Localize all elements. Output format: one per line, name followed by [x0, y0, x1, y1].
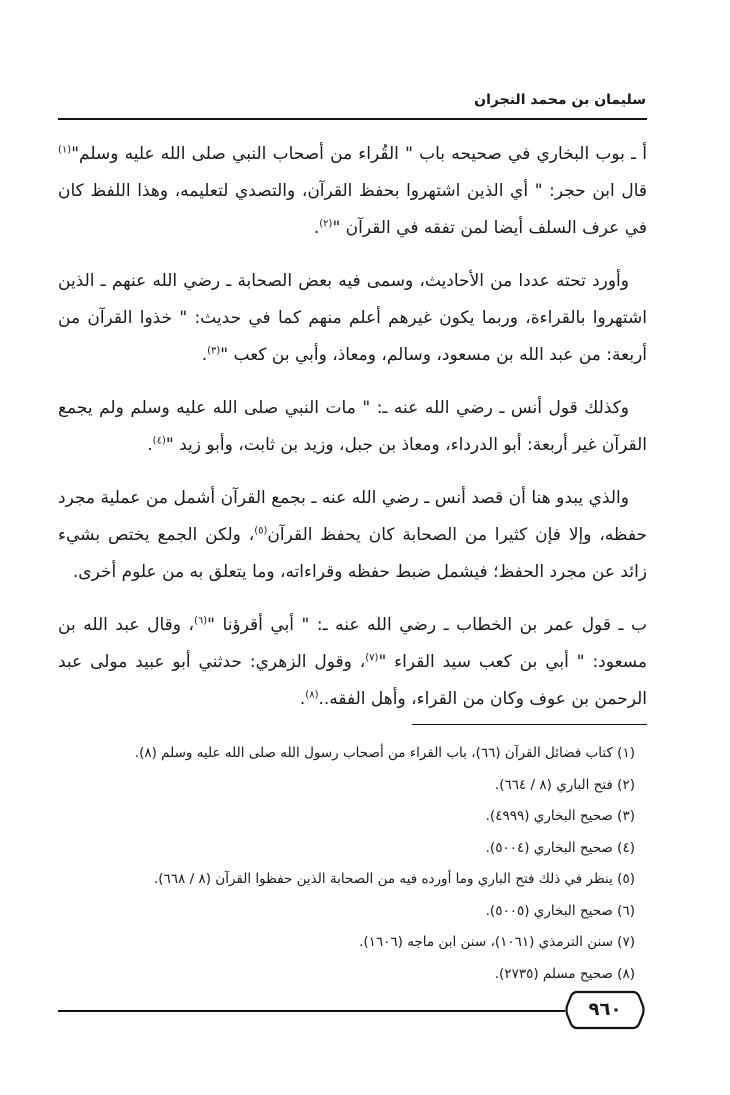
header-divider [58, 118, 647, 120]
paragraph-text: ب ـ قول عمر بن الخطاب ـ رضي الله عنه ـ: " أبي أقرؤنا " [207, 615, 647, 635]
paragraph-text: . [147, 435, 153, 455]
paragraph-text: قال ابن حجر: " أي الذين اشتهروا بحفظ القرآن، والتصدي لتعليمه، وهذا اللفظ كان في عرف السلف أيضا لمن تفقه في القرآن " [58, 181, 647, 238]
paragraph-text: . [299, 689, 306, 709]
footnote-6: (٦) صحيح البخاري (٥٠٠٥). [485, 902, 635, 919]
footer-divider [58, 1010, 645, 1012]
footnote-3: (٣) صحيح البخاري (٤٩٩٩). [485, 808, 635, 824]
page-number-frame [565, 988, 645, 1032]
footnotes [58, 738, 635, 990]
footnote-divider [412, 724, 647, 725]
paragraph-text: ، وقال عبد الله بن مسعود: " أبي بن كعب سيد القراء " [58, 615, 648, 672]
paragraph-3 [58, 390, 647, 464]
paragraph-5 [58, 607, 647, 718]
paragraph-2 [58, 263, 647, 374]
paragraph-text: . [201, 345, 208, 365]
footnote-2: (٢) فتح الباري (٨ / ٦٦٤). [494, 776, 635, 793]
paragraph-text: وأورد تحته عددا من الأحاديث، وسمى فيه بعض الصحابة ـ رضي الله عنهم ـ الذين اشتهروا بالقراءة، وربما يكون غيرهم أعلم منهم كما في حديث: " خذوا القرآن من أربعة: من عبد الله بن مسعود، وسالم، ومعاذ، وأبي بن كعب " [58, 271, 647, 365]
footnote-ref: (٧) [365, 652, 379, 664]
footnote-ref: (٢) [319, 218, 333, 230]
paragraph-text: أ ـ بوب البخاري في صحيحه باب " القُراء من أصحاب النبي صلى الله عليه وسلم" [71, 144, 647, 164]
footnote-4: (٤) صحيح البخاري (٥٠٠٤). [485, 839, 635, 856]
footnote-ref: (١) [58, 144, 72, 156]
footnote-7: (٧) سنن الترمذي (١٠٦١)، سنن ابن ماجه (١٦٠٦). [359, 934, 635, 950]
footnote-ref: (٦) [193, 615, 208, 627]
paragraph-text: ، وقول الزهري: حدثني أبو عبيد مولى عبد الرحمن بن عوف وكان من القراء، وأهل الفقه.. [58, 652, 647, 709]
paragraph-text: . [313, 218, 320, 238]
page-number: ٩٦٠ [588, 999, 622, 1020]
main-text [58, 136, 647, 734]
paragraph-1 [58, 136, 647, 247]
footnote-ref: (٣) [207, 345, 221, 357]
footnote-1: (١) كتاب فضائل القرآن (٦٦)، باب القراء من أصحاب رسول الله صلى الله عليه وسلم (٨). [134, 745, 635, 761]
paragraph-4 [58, 480, 647, 591]
footnote-ref: (٥) [254, 525, 268, 537]
footnote-8: (٨) صحيح مسلم (٢٧٣٥). [494, 965, 635, 982]
running-header-author: سليمان بن محمد النجران [474, 92, 646, 108]
footnote-ref: (٤) [152, 435, 166, 447]
paragraph-text: وكذلك قول أنس ـ رضي الله عنه ـ: " مات النبي صلى الله عليه وسلم ولم يجمع القرآن غير أربعة: أبو الدرداء، ومعاذ بن جبل، وزيد بن ثابت، وأبو زيد " [58, 398, 647, 455]
paragraph-text: ، ولكن الجمع يختص بشيء زائد عن مجرد الحفظ؛ فيشمل ضبط حفظه وقراءاته، وما يتعلق به من علوم أخرى. [58, 525, 647, 582]
footnote-5: (٥) ينظر في ذلك فتح الباري وما أورده فيه من الصحابة الذين حفظوا القرآن (٨ / ٦٦٨). [153, 871, 635, 887]
paragraph-text: والذي يبدو هنا أن قصد أنس ـ رضي الله عنه ـ بجمع القرآن أشمل من عملية مجرد حفظه، وإلا فإن كثيرا من الصحابة كان يحفظ القرآن [58, 488, 647, 545]
footnote-ref: (٨) [305, 689, 319, 701]
